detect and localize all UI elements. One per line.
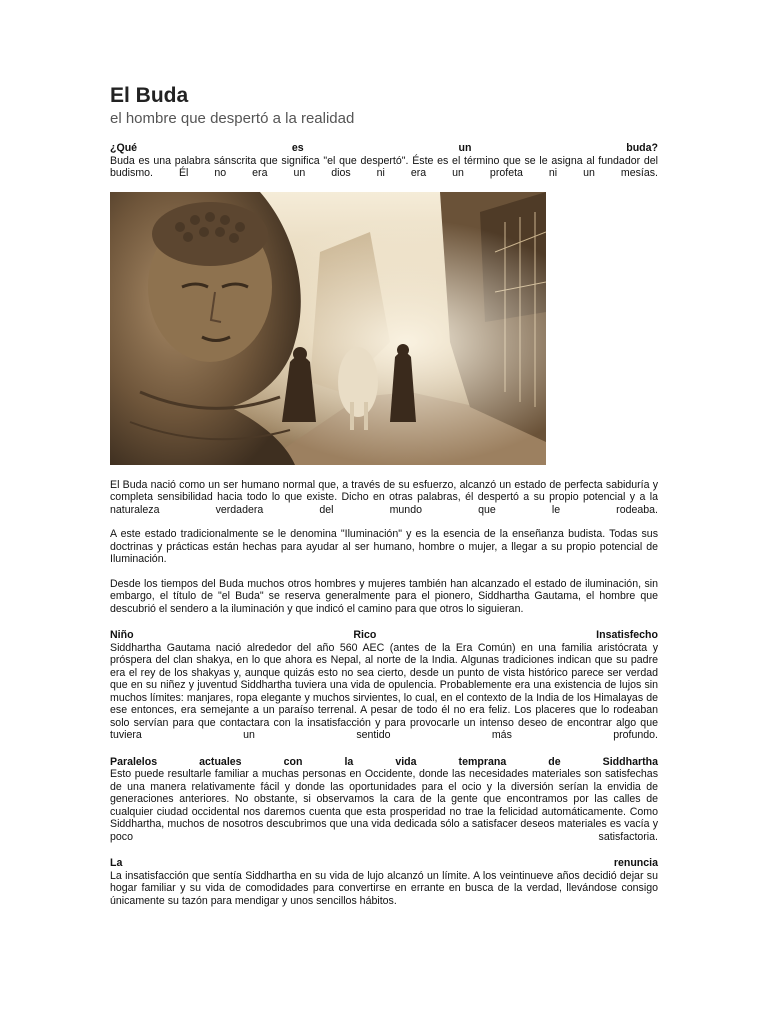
- section-text: Esto puede resultarle familiar a muchas personas en Occidente, donde las necesidades materiales son satisfechas de una manera relativamente fácil y donde las oportunidades para el ocio y la diversión serían la envidia de generaciones anteriores. No obstante, si observamos la cara de la gente que encontramos por las calles de cualquier ciudad occidental nos daremos cuenta que esta prosperidad no trae la felicidad automáticamente. Como Siddhartha, muchos de nosotros descubrimos que una vida dedicada sólo a satisfacer deseos materiales es vacía y poco satisfactoria.: [110, 768, 658, 843]
- page-subtitle: el hombre que despertó a la realidad: [110, 110, 355, 127]
- section-heading: Niño Rico Insatisfecho: [110, 629, 658, 641]
- intro-section: [110, 142, 658, 180]
- section-nino-rico: [110, 629, 658, 742]
- section-paralelos: [110, 756, 658, 844]
- page-title: El Buda: [110, 84, 189, 107]
- intro-text: Buda es una palabra sánscrita que significa "el que despertó". Éste es el término que se le asigna al fundador del budismo. Él no era un dios ni era un profeta ni un mesías.: [110, 154, 658, 179]
- paragraph-1: El Buda nació como un ser humano normal que, a través de su esfuerzo, alcanzó un estado de perfecta sabiduría y completa sensibilidad hacia todo lo que existe. Dicho en otras palabras, él despertó a su propio potencial y a la naturaleza verdadera del mundo que le rodeaba.: [110, 478, 658, 516]
- section-text: Siddhartha Gautama nació alrededor del año 560 AEC (antes de la Era Común) en una familia aristócrata y próspera del clan shakya, en lo que ahora es Nepal, al norte de la India. Algunas tradiciones indican que su padre era el rey de los shakyas y, aunque quizás esto no sea cierto, desde un punto de vista histórico parece ser verdad que en su niñez y juventud Siddhartha tuviera una vida de opulencia. Probablemente era una existencia de lujos sin muchos límites: manjares, ropa elegante y muchos sirvientes, lo cual, en el contexto de la India de los Himalayas de ese entonces, era semejante a un paraíso terrenal. A pesar de todo él no era feliz. Los placeres que lo rodeaban solo servían para que contactara con la insatisfacción y para provocarle un intenso deseo de encontrar algo que tuviera un sentido más profundo.: [110, 641, 658, 741]
- document-content: [110, 84, 658, 907]
- intro-heading: ¿Qué es un buda?: [110, 142, 658, 154]
- section-heading: Paralelos actuales con la vida temprana de Siddhartha: [110, 755, 658, 768]
- buddha-figure-image: [110, 192, 546, 465]
- paragraph-3: Desde los tiempos del Buda muchos otros hombres y mujeres también han alcanzado el estado de iluminación, sin embargo, el título de "el Buda" se reserva generalmente para el pionero, Siddhartha Gautama, el hombre que descubrió el sendero a la iluminación y que indicó el camino para que otros lo siguieran.: [110, 577, 658, 615]
- section-renuncia: [110, 857, 658, 907]
- buddha-statue-and-street-photo-icon: [110, 192, 546, 465]
- section-text: La insatisfacción que sentía Siddhartha en su vida de lujo alcanzó un límite. A los veintinueve años decidió dejar su hogar familiar y su vida de comodidades para convertirse en errante en busca de la verdad, llevándose consigo únicamente su tazón para mendigar y unos sencillos hábitos.: [110, 869, 658, 907]
- section-heading: La renuncia: [110, 857, 658, 869]
- paragraph-2: A este estado tradicionalmente se le denomina "Iluminación" y es la esencia de la enseñanza budista. Todas sus doctrinas y prácticas están hechas para ayudar al ser humano, hombre o mujer, a llegar a su propio potencial de Iluminación.: [110, 528, 658, 565]
